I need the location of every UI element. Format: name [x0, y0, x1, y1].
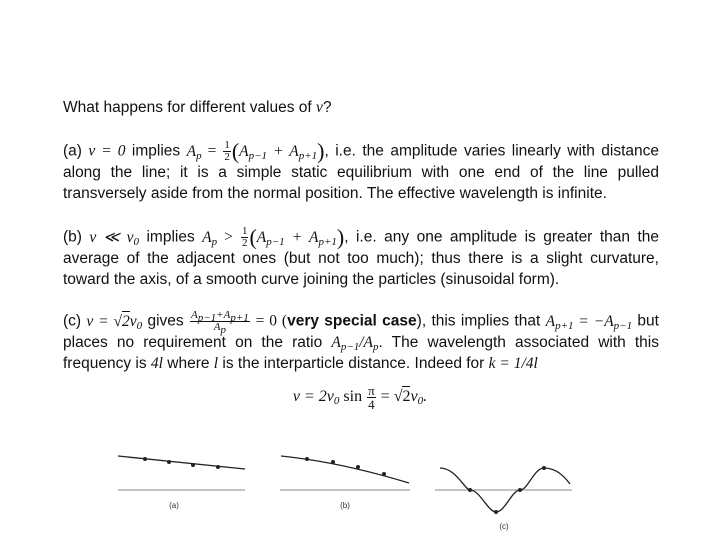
figure-c — [435, 466, 572, 531]
point-a3 — [191, 463, 195, 467]
display-lhs: ν = 2ν — [292, 388, 334, 406]
equals-zero: = 0 ( — [250, 312, 288, 330]
label-fig-c: (c) — [499, 522, 509, 531]
label-fig-b: (b) — [340, 501, 350, 510]
paragraph-a: (a) ν = 0 implies $A_p$ = $\frac{1}{2}$ $(A_{p-1} + A_{p+1})$, i.e. the amplitude varies linearly with distance along the line; it is a simple static equilibrium with one end of the line pulled transversely aside from the normal position. The effective wavelength is infinite. — [63, 138, 660, 202]
implies-b: implies — [139, 228, 203, 246]
paragraph-b: (b) ν ≪ $\nu_0$ implies $A_p$ > $\frac{1}{2}$ $(A_{p-1} + A_{p+1})$, i.e. any one amplitude is greater than the average of the adjacent ones (but not too much); thus there is a slight curvature, toward the axis, of a smooth curve joining the particles (sinusoidal form). — [63, 224, 659, 288]
point-b4 — [382, 472, 386, 476]
point-b2 — [331, 460, 335, 464]
text-a-rest: , i.e. the amplitude varies linearly with distance along the line; it is a simple static equilibrium with one end of the line pulled transversely aside from the normal position. The effective wavelength is infinite. — [63, 142, 660, 202]
text-c5: is the interparticle distance. Indeed for — [218, 354, 489, 372]
display-mid: = — [376, 388, 394, 406]
point-c4 — [542, 466, 546, 470]
text-c3: . The wavelength associated with this frequency is — [63, 334, 659, 372]
half-fraction-b: $\frac{1}{2}$ — [241, 225, 248, 249]
curve-a — [118, 456, 245, 469]
figure-b — [280, 456, 410, 510]
point-c2 — [494, 510, 498, 514]
intro-end: ? — [322, 99, 332, 116]
gives-c: gives — [142, 312, 189, 330]
eq-b: ν ≪ $\nu_0$ — [89, 228, 139, 248]
curve-b — [281, 456, 409, 483]
formula-a-eq: = — [201, 142, 223, 160]
figure-a — [118, 456, 245, 510]
point-c1 — [468, 488, 472, 492]
l-symbol: l — [213, 354, 219, 372]
eq-c: $\nu = √2\nu_0$ — [86, 312, 143, 332]
label-a: (a) — [63, 142, 89, 160]
label-b: (b) — [63, 228, 90, 246]
point-a2 — [167, 460, 171, 464]
formula-b: $A_p$ — [202, 228, 218, 248]
half-fraction-a: $\frac{1}{2}$ — [224, 139, 230, 163]
formula-b-sum: $A_{p-1} + A_{p+1}$ — [256, 228, 337, 248]
formula-a: $A_p$ — [186, 142, 202, 162]
formula-a-sum: $A_{p-1} + A_{p+1}$ — [239, 142, 318, 162]
eq-a: ν = 0 — [88, 142, 126, 160]
nu-symbol: ν — [316, 99, 323, 116]
text-c1: ), this implies that — [416, 312, 546, 330]
k-value: k = 1/4l — [488, 354, 538, 372]
label-c: (c) — [63, 312, 87, 330]
point-b1 — [305, 457, 309, 461]
implies-a: implies — [125, 142, 187, 160]
text-c4: where — [162, 354, 214, 372]
formula-c2: $A_{p-1}/A_p$ — [331, 334, 379, 353]
display-sin: sin — [339, 388, 367, 406]
point-a1 — [143, 457, 147, 461]
very-special-case: very special case — [287, 312, 417, 330]
ratio-fraction: $\frac{A_{p-1}+A_{p+1}}{A_p}$ — [191, 309, 249, 336]
display-equation: $\nu = 2\nu_0$ sin $\frac{\pi}{4}$ = $√2\nu_0$. — [292, 383, 428, 412]
text-c2: but places no requirement on the ratio — [63, 312, 659, 351]
point-b3 — [356, 465, 360, 469]
formula-c1: $A_{p+1} = -A_{p-1}$ — [545, 312, 633, 332]
label-fig-a: (a) — [169, 501, 179, 510]
point-a4 — [216, 465, 220, 469]
wavelength-4l: 4l — [150, 354, 163, 372]
point-c3 — [518, 488, 522, 492]
text-b-rest: , i.e. any one amplitude is greater than the average of the adjacent ones (but not too much); thus there is a slight curvature, toward the axis, of a smooth curve joining the particles (sinusoidal form). — [63, 228, 659, 288]
intro-text: What happens for different values of — [63, 99, 317, 116]
pi-over-four: $\frac{\pi}{4}$ — [368, 383, 375, 412]
